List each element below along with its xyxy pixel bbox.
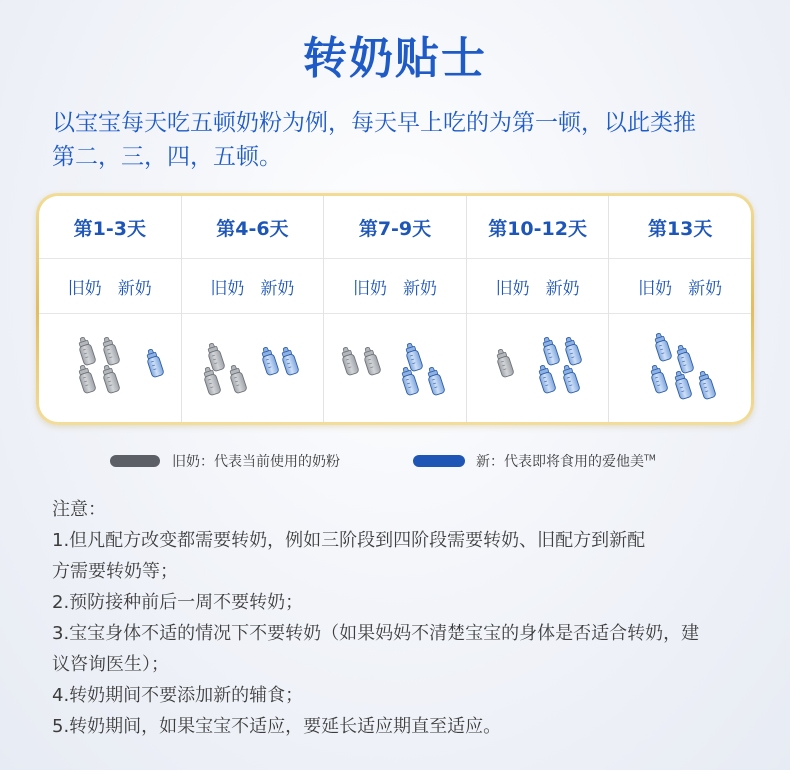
table-column-day-4-6 <box>182 196 325 422</box>
legend-new-swatch <box>413 455 465 467</box>
bottles-cell <box>39 314 181 422</box>
page-title: 转奶贴士 <box>303 33 487 84</box>
new-milk-label: 新奶 <box>402 278 437 299</box>
note-line: 4.转奶期间不要添加新的辅食； <box>52 685 304 706</box>
notes-section <box>52 494 772 742</box>
note-line: 2.预防接种前后一周不要转奶； <box>52 592 304 613</box>
new-milk-bottle-icon <box>140 346 170 385</box>
intro-line-2: 第二，三，四，五顿。 <box>52 144 282 170</box>
new-milk-label: 新奶 <box>117 278 152 299</box>
new-milk-label: 新奶 <box>545 278 580 299</box>
table-column-day-10-12 <box>467 196 610 422</box>
intro-line-1: 以宝宝每天吃五顿奶粉为例，每天早上吃的为第一顿，以此类推 <box>52 110 696 136</box>
bottles-cell <box>324 314 466 422</box>
column-header: 第7-9天 <box>324 196 466 259</box>
note-line: 1.但凡配方改变都需要转奶，例如三阶段到四阶段需要转奶、旧配方到新配 <box>52 530 646 551</box>
table-column-day-13 <box>609 196 751 422</box>
new-milk-bottle-icon <box>693 368 723 407</box>
old-milk-label: 旧奶 <box>210 278 245 299</box>
note-line: 议咨询医生）； <box>52 654 169 675</box>
table-column-day-7-9 <box>324 196 467 422</box>
column-header: 第13天 <box>609 196 751 259</box>
legend-old-swatch <box>110 455 160 467</box>
note-line: 3.宝宝身体不适的情况下不要转奶（如果妈妈不清楚宝宝的身体是否适合转奶，建 <box>52 623 700 644</box>
intro-text <box>52 106 762 174</box>
legend <box>0 450 790 474</box>
legend-new-text: 新：代表即将食用的爱他美™ <box>476 453 656 470</box>
old-milk-label: 旧奶 <box>638 278 673 299</box>
new-milk-label: 新奶 <box>688 278 723 299</box>
new-milk-bottle-icon <box>421 364 451 403</box>
bottles-cell <box>467 314 609 422</box>
new-milk-label: 新奶 <box>260 278 295 299</box>
old-milk-label: 旧奶 <box>352 278 387 299</box>
bottles-cell <box>609 314 751 422</box>
note-line: 方需要转奶等； <box>52 561 178 582</box>
table-column-day-1-3 <box>39 196 182 422</box>
old-milk-label: 旧奶 <box>495 278 530 299</box>
notes-heading: 注意： <box>52 499 106 520</box>
column-header: 第4-6天 <box>182 196 324 259</box>
note-line: 5.转奶期间，如果宝宝不适应，要延长适应期直至适应。 <box>52 716 502 737</box>
old-milk-bottle-icon <box>490 346 520 385</box>
old-milk-bottle-icon <box>223 362 253 401</box>
transition-table <box>36 193 754 425</box>
trademark-mark: TM <box>644 453 656 463</box>
column-header: 第10-12天 <box>467 196 609 259</box>
legend-old-text: 旧奶：代表当前使用的奶粉 <box>172 454 340 470</box>
old-milk-label: 旧奶 <box>67 278 102 299</box>
column-header: 第1-3天 <box>39 196 181 259</box>
bottles-cell <box>182 314 324 422</box>
